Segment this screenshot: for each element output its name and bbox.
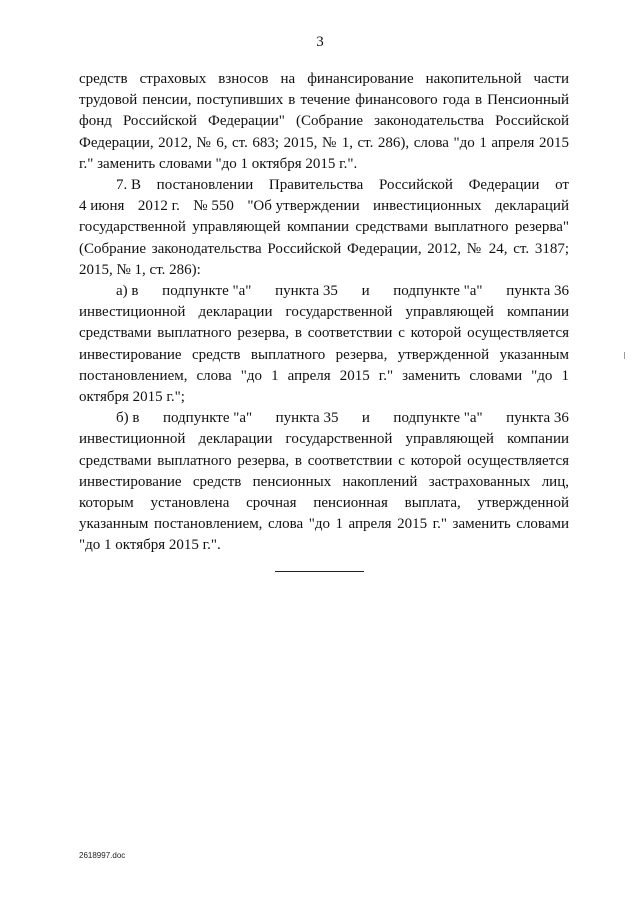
word: пункта 35 <box>275 283 338 300</box>
subparagraph-b-rest: инвестиционной декларации государственной управляющей компании средствами выплатного резерва, в соответствии с которой осуществляется инвестирование средств пенсионных накоплений застрахованных лиц, которым установлена срочная пенсионная выплата, утвержденной указанным постановлением, слова "до 1 апреля 2015 г." заменить словами "до 1 октября 2015 г.". <box>79 431 569 554</box>
page-number: 3 <box>316 34 324 50</box>
word: постановлении <box>156 177 254 194</box>
subparagraph-a-line-1 <box>79 281 569 302</box>
word: подпункте "а" <box>162 283 252 300</box>
word: 4 июня <box>79 198 125 215</box>
word: Федерации <box>468 177 540 194</box>
word: деклараций <box>495 198 569 215</box>
word: 2012 г. <box>137 198 180 215</box>
word: "Об утверждении <box>247 198 360 215</box>
paragraph-continuation: средств страховых взносов на финансирование накопительной части трудовой пенсии, поступивших в течение финансового года в Пенсионный фонд Российской Федерации" (Собрание законодательства Российской Федерации, 2012, № 6, ст. 683; 2015, № 1, ст. 286), слова "до 1 апреля 2015 г." заменить словами "до 1 октября 2015 г.". <box>79 71 569 172</box>
word: б) в <box>116 410 140 427</box>
word: а) в <box>116 283 139 300</box>
subparagraph-b <box>79 408 569 556</box>
paragraph-item-7-line-2 <box>79 196 569 217</box>
paragraph-item-7 <box>79 175 569 281</box>
margin-mark <box>624 352 625 359</box>
word: пункта 36 <box>506 410 569 427</box>
footer-file-name: 2618997.doc <box>79 851 126 860</box>
word: № 550 <box>193 198 234 215</box>
word: инвестиционных <box>373 198 482 215</box>
end-divider <box>275 571 364 572</box>
word: и <box>361 283 370 300</box>
word: Российской <box>378 177 453 194</box>
word: подпункте "а" <box>162 410 253 427</box>
document-body <box>79 69 569 557</box>
subparagraph-a-rest: инвестиционной декларации государственной управляющей компании средствами выплатного резерва, в соответствии с которой осуществляется инвестирование средств выплатного резерва, утвержденной указанным постановлением, слова "до 1 апреля 2015 г." заменить словами "до 1 октября 2015 г."; <box>79 304 569 406</box>
paragraph-item-7-line-1 <box>79 175 569 196</box>
word: подпункте "а" <box>393 283 483 300</box>
word: пункта 36 <box>506 283 569 300</box>
subparagraph-a <box>79 281 569 408</box>
word: подпункте "а" <box>393 410 483 427</box>
subparagraph-b-line-1 <box>79 408 569 429</box>
word: пункта 35 <box>275 410 339 427</box>
word: от <box>555 177 569 194</box>
word: и <box>361 410 370 427</box>
word: 7. В <box>116 177 142 194</box>
paragraph-item-7-rest: государственной управляющей компании средствами выплатного резерва" (Собрание законодательства Российской Федерации, 2012, № 24, ст. 3187; 2015, № 1, ст. 286): <box>79 219 569 278</box>
word: Правительства <box>268 177 364 194</box>
